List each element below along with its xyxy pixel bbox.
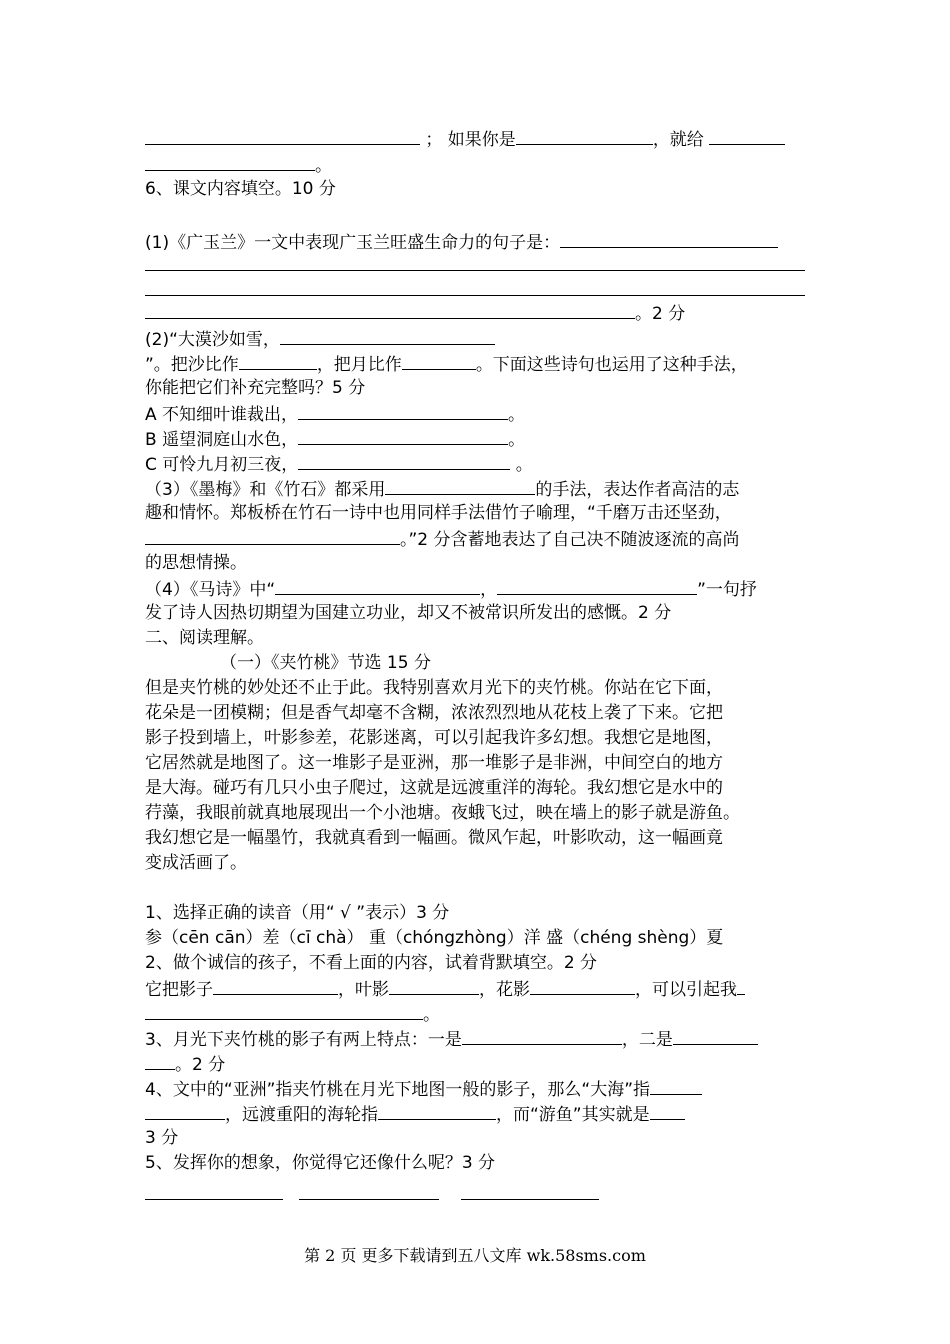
passage-line: 荇藻，我眼前就真地展现出一个小池塘。夜蛾飞过，映在墙上的影子就是游鱼。 — [145, 803, 740, 823]
text: B 遥望洞庭山水色， — [145, 430, 299, 450]
text: ”一句抒 — [697, 580, 757, 600]
text: 。2 分 — [635, 304, 686, 324]
reading-q2: 2、做个诚信的孩子，不看上面的内容，试着背默填空。2 分 — [145, 953, 598, 973]
blank[interactable] — [298, 451, 510, 470]
blank[interactable] — [298, 401, 508, 420]
text: ，花影 — [479, 980, 530, 1000]
blank[interactable] — [145, 300, 635, 319]
question-6-2-line3: 你能把它们补充完整吗？5 分 — [145, 378, 366, 398]
text: 。 — [423, 1005, 440, 1025]
answer-rule[interactable] — [145, 295, 805, 296]
text: 。下面这些诗句也运用了这种手法， — [475, 355, 748, 375]
text: ，而“游鱼”其实就是 — [496, 1105, 650, 1125]
blank[interactable] — [145, 126, 420, 145]
reading-q4-line2 — [145, 1101, 685, 1127]
text: 。2 分 — [175, 1055, 226, 1075]
question-6-2-line2 — [145, 351, 748, 377]
text: C 可怜九月初三夜， — [145, 455, 299, 475]
blank[interactable] — [530, 976, 635, 995]
text: A 不知细叶谁裁出， — [145, 405, 299, 425]
question-6-4-line2: 发了诗人因热切期望为国建立功业，却又不被常识所发出的感慨。2 分 — [145, 603, 672, 623]
blank[interactable] — [402, 351, 476, 370]
question-6-1-end — [145, 300, 685, 326]
blank[interactable] — [145, 526, 400, 545]
question-6-4 — [145, 576, 757, 602]
section-2-heading: 二、阅读理解。 — [145, 628, 264, 648]
blank[interactable] — [213, 976, 338, 995]
passage-line: 是大海。碰巧有几只小虫子爬过，这就是远渡重洋的海轮。我幻想它是水中的 — [145, 778, 723, 798]
question-6-3-line4: 的思想情操。 — [145, 553, 247, 573]
text: 。 — [508, 405, 526, 425]
reading-q5: 5、发挥你的想象，你觉得它还像什么呢？3 分 — [145, 1153, 496, 1173]
blank[interactable] — [385, 476, 535, 495]
option-b — [145, 426, 525, 452]
passage-line: 影子投到墙上，叶影参差，花影迷离，可以引起我许多幻想。我想它是地图， — [145, 728, 723, 748]
text: （4）《马诗》中“ — [145, 580, 276, 600]
blank[interactable] — [145, 1051, 175, 1070]
text: 。 — [315, 156, 332, 176]
question-6-2 — [145, 326, 495, 352]
reading-q3-line2 — [145, 1051, 225, 1077]
text: （3）《墨梅》和《竹石》都采用 — [145, 480, 386, 500]
text: 4、文中的“亚洲”指夹竹桃在月光下地图一般的影子，那么“大海”指 — [145, 1080, 651, 1100]
blank[interactable] — [378, 1101, 496, 1120]
text: ， — [480, 580, 498, 600]
question-6-3-line3 — [145, 526, 740, 552]
blank[interactable] — [462, 1026, 622, 1045]
blank[interactable] — [145, 1001, 423, 1020]
answer-rule[interactable] — [145, 270, 805, 271]
text: (1)《广玉兰》一文中表现广玉兰旺盛生命力的句子是： — [145, 233, 561, 253]
text: 3、月光下夹竹桃的影子有两上特点：一是 — [145, 1030, 462, 1050]
reading-q1-options[interactable]: 参（cēn cān）差（cī chà） 重（chóngzhòng）洋 盛（chéng shèng）夏 — [145, 928, 724, 948]
blank[interactable] — [461, 1181, 599, 1200]
text: (2)“大漠沙如雪， — [145, 330, 280, 350]
blank[interactable] — [145, 1181, 283, 1200]
reading-q3 — [145, 1026, 758, 1052]
passage-line: 但是夹竹桃的妙处还不止于此。我特别喜欢月光下的夹竹桃。你站在它下面， — [145, 678, 723, 698]
blank[interactable] — [145, 152, 315, 171]
reading-q5-answers — [145, 1181, 599, 1207]
text: ，二是 — [621, 1030, 673, 1050]
blank[interactable] — [299, 1181, 439, 1200]
blank[interactable] — [145, 1101, 225, 1120]
blank[interactable] — [737, 976, 745, 995]
blank[interactable] — [239, 351, 317, 370]
blank[interactable] — [280, 326, 495, 345]
page-footer: 第 2 页 更多下载请到五八文库 wk.58sms.com — [304, 1246, 646, 1265]
text: 。”2 分含蓄地表达了自己决不随波逐流的高尚 — [400, 530, 740, 550]
text: 。 — [508, 430, 526, 450]
blank[interactable] — [650, 1076, 702, 1095]
question-6-3 — [145, 476, 739, 502]
reading-q2-line2 — [145, 976, 745, 1002]
question-6-title: 6、课文内容填空。10 分 — [145, 179, 336, 199]
passage-line: 变成活画了。 — [145, 853, 247, 873]
text: ，把月比作 — [316, 355, 402, 375]
blank[interactable] — [650, 1101, 685, 1120]
text: ，可以引起我 — [635, 980, 737, 1000]
option-c — [145, 451, 533, 477]
text: ，叶影 — [338, 980, 389, 1000]
blank[interactable] — [709, 126, 785, 145]
text: ； 如果你是 — [425, 130, 516, 150]
blank[interactable] — [516, 126, 653, 145]
passage-line: 它居然就是地图了。这一堆影子是亚洲，那一堆影子是非洲，中间空白的地方 — [145, 753, 723, 773]
answer-line-1 — [145, 126, 785, 152]
reading-q2-line3 — [145, 1001, 440, 1027]
text: ”。把沙比作 — [145, 355, 239, 375]
text: 它把影子 — [145, 980, 213, 1000]
blank[interactable] — [298, 426, 508, 445]
answer-line-2 — [145, 152, 332, 178]
text: ，远渡重阳的海轮指 — [225, 1105, 378, 1125]
text: 。 — [515, 455, 533, 475]
blank[interactable] — [497, 576, 697, 595]
blank[interactable] — [389, 976, 479, 995]
passage-line: 花朵是一团模糊；但是香气却毫不含糊，浓浓烈烈地从花枝上袭了下来。它把 — [145, 703, 723, 723]
option-a — [145, 401, 525, 427]
blank[interactable] — [560, 229, 778, 248]
text: ，就给 — [652, 130, 704, 150]
blank[interactable] — [275, 576, 480, 595]
question-6-3-line2: 趣和情怀。郑板桥在竹石一诗中也用同样手法借竹子喻理，“千磨万击还坚劲， — [145, 503, 732, 523]
blank[interactable] — [673, 1026, 758, 1045]
reading-q1: 1、选择正确的读音（用“ √ ”表示）3 分 — [145, 903, 450, 923]
sub-heading: （一）《夹竹桃》节选 15 分 — [220, 653, 431, 673]
text: 的手法，表达作者高洁的志 — [535, 480, 740, 500]
reading-q4 — [145, 1076, 702, 1102]
question-6-1 — [145, 229, 778, 255]
passage-line: 我幻想它是一幅墨竹，我就真看到一幅画。微风乍起，叶影吹动，这一幅画竟 — [145, 828, 723, 848]
reading-q4-line3: 3 分 — [145, 1128, 179, 1148]
